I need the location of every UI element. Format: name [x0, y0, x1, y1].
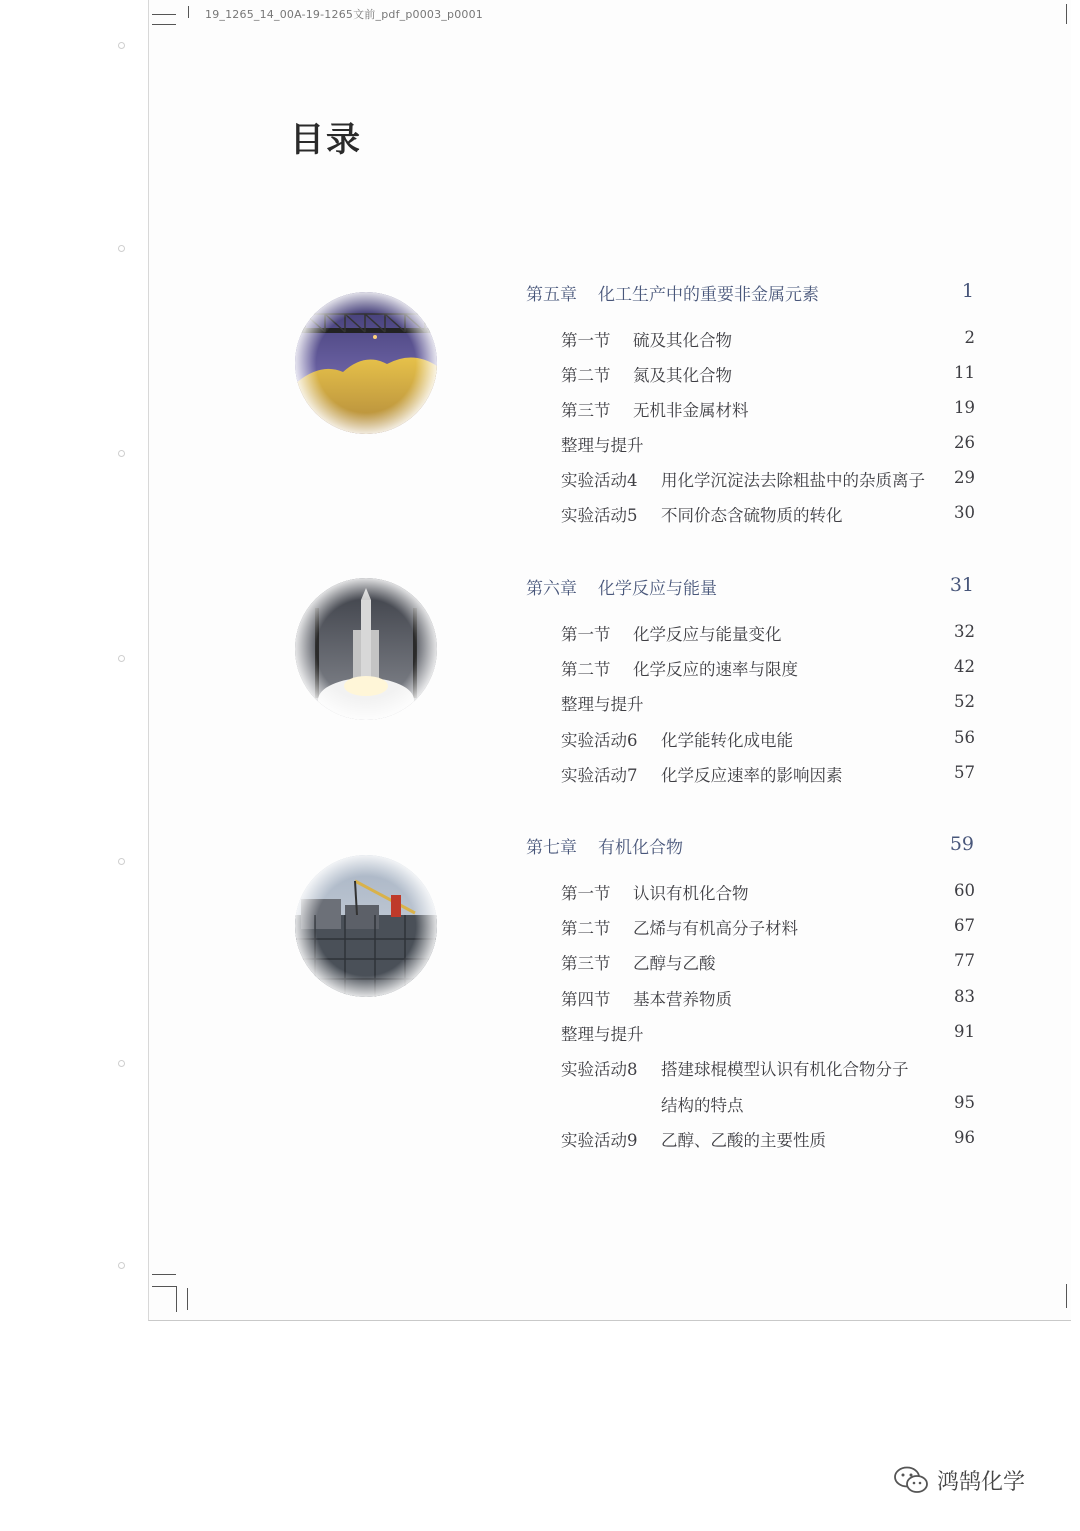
toc-entry[interactable] — [561, 467, 975, 497]
entry-title: 乙烯与有机高分子材料 — [633, 919, 798, 938]
toc-entry[interactable] — [561, 397, 975, 427]
toc-entry[interactable] — [561, 880, 975, 910]
chapter-title: 化学反应与能量 — [598, 579, 717, 599]
toc-entry-continuation[interactable] — [561, 1092, 975, 1122]
entry-label: 整理与提升 — [561, 1025, 644, 1044]
entry-label: 第一节 — [561, 331, 611, 350]
toc-entry[interactable] — [561, 327, 975, 357]
entry-title: 化学反应与能量变化 — [633, 625, 782, 644]
chapter-page-number: 1 — [961, 280, 974, 302]
margin-dot — [118, 450, 125, 457]
entry-page-number: 11 — [954, 363, 975, 382]
entry-title: 氮及其化合物 — [633, 366, 732, 385]
toc-entry[interactable] — [561, 362, 975, 392]
entry-title: 搭建球棍模型认识有机化合物分子 — [661, 1060, 909, 1079]
entry-title: 结构的特点 — [661, 1096, 744, 1115]
margin-dot — [118, 42, 125, 49]
crop-mark — [187, 1288, 188, 1310]
entry-page-number: 52 — [954, 692, 975, 711]
crop-mark — [1066, 1284, 1067, 1308]
entry-label: 第三节 — [561, 954, 611, 973]
margin-dot — [118, 245, 125, 252]
margin-dot — [118, 655, 125, 662]
chapter-heading[interactable] — [526, 833, 974, 863]
margin-dot — [118, 1262, 125, 1269]
chapter-page-number: 31 — [949, 574, 974, 596]
entry-page-number: 56 — [954, 728, 975, 747]
rocket-launch-photo-icon — [295, 578, 437, 720]
oil-platform-photo-icon — [295, 855, 437, 997]
entry-label: 实验活动6 — [561, 731, 638, 750]
bridge-sulfur-photo-icon — [295, 292, 437, 434]
chapter-number: 第五章 — [526, 285, 577, 305]
entry-label: 第二节 — [561, 366, 611, 385]
chapter-number: 第七章 — [526, 838, 577, 858]
entry-title: 认识有机化合物 — [633, 884, 749, 903]
toc-entry[interactable] — [561, 656, 975, 686]
entry-label: 实验活动8 — [561, 1060, 638, 1079]
entry-page-number: 91 — [954, 1022, 975, 1041]
margin-dot — [118, 1060, 125, 1067]
entry-label: 第一节 — [561, 884, 611, 903]
entry-page-number: 29 — [954, 468, 975, 487]
chapter-heading[interactable] — [526, 280, 974, 310]
entry-page-number: 96 — [954, 1128, 975, 1147]
entry-title: 化学能转化成电能 — [661, 731, 793, 750]
entry-page-number: 32 — [954, 622, 975, 641]
crop-mark — [152, 1286, 176, 1287]
entry-page-number: 67 — [954, 916, 975, 935]
crop-mark — [152, 24, 176, 25]
entry-page-number: 83 — [954, 987, 975, 1006]
toc-entry[interactable] — [561, 727, 975, 757]
entry-title: 硫及其化合物 — [633, 331, 732, 350]
entry-title: 基本营养物质 — [633, 990, 732, 1009]
chapter-number: 第六章 — [526, 579, 577, 599]
toc-entry[interactable] — [561, 915, 975, 945]
toc-entry[interactable] — [561, 432, 975, 462]
chapter-heading[interactable] — [526, 574, 974, 604]
chapter-title: 有机化合物 — [598, 838, 683, 858]
chapter-title: 化工生产中的重要非金属元素 — [598, 285, 819, 305]
toc-entry[interactable] — [561, 762, 975, 792]
toc-entry[interactable] — [561, 986, 975, 1016]
file-label: 19_1265_14_00A-19-1265文前_pdf_p0003_p0001 — [205, 8, 483, 21]
entry-title: 化学反应的速率与限度 — [633, 660, 798, 679]
entry-title: 用化学沉淀法去除粗盐中的杂质离子 — [661, 471, 925, 490]
entry-label: 整理与提升 — [561, 695, 644, 714]
toc-entry[interactable] — [561, 1056, 975, 1086]
entry-title: 化学反应速率的影响因素 — [661, 766, 843, 785]
toc-entry[interactable] — [561, 502, 975, 532]
toc-entry[interactable] — [561, 1021, 975, 1051]
entry-page-number: 95 — [954, 1093, 975, 1112]
toc-entry[interactable] — [561, 950, 975, 980]
entry-page-number: 2 — [964, 328, 975, 347]
entry-label: 第一节 — [561, 625, 611, 644]
crop-mark — [176, 1286, 177, 1312]
entry-page-number: 60 — [954, 881, 975, 900]
entry-page-number: 19 — [954, 398, 975, 417]
entry-page-number: 26 — [954, 433, 975, 452]
entry-label: 第二节 — [561, 660, 611, 679]
entry-page-number: 77 — [954, 951, 975, 970]
entry-label: 整理与提升 — [561, 436, 644, 455]
wechat-icon — [893, 1465, 929, 1495]
entry-label: 实验活动4 — [561, 471, 638, 490]
entry-label: 第四节 — [561, 990, 611, 1009]
watermark-text: 鸿鹄化学 — [937, 1470, 1026, 1495]
entry-label: 第二节 — [561, 919, 611, 938]
crop-mark — [188, 6, 189, 18]
entry-page-number: 30 — [954, 503, 975, 522]
margin-dot — [118, 858, 125, 865]
entry-label: 第三节 — [561, 401, 611, 420]
entry-title: 无机非金属材料 — [633, 401, 749, 420]
entry-label: 实验活动5 — [561, 506, 638, 525]
entry-title: 不同价态含硫物质的转化 — [661, 506, 843, 525]
entry-title: 乙醇、乙酸的主要性质 — [661, 1131, 826, 1150]
chapter-page-number: 59 — [949, 833, 974, 855]
crop-mark — [1066, 4, 1067, 24]
entry-label: 实验活动9 — [561, 1131, 638, 1150]
entry-page-number: 57 — [954, 763, 975, 782]
crop-mark — [152, 14, 176, 15]
toc-entry[interactable] — [561, 621, 975, 651]
crop-mark — [152, 1274, 176, 1275]
entry-label: 实验活动7 — [561, 766, 638, 785]
toc-entry[interactable] — [561, 691, 975, 721]
entry-title: 乙醇与乙酸 — [633, 954, 716, 973]
toc-entry[interactable] — [561, 1127, 975, 1157]
page-title: 目录 — [290, 120, 362, 160]
entry-page-number: 42 — [954, 657, 975, 676]
